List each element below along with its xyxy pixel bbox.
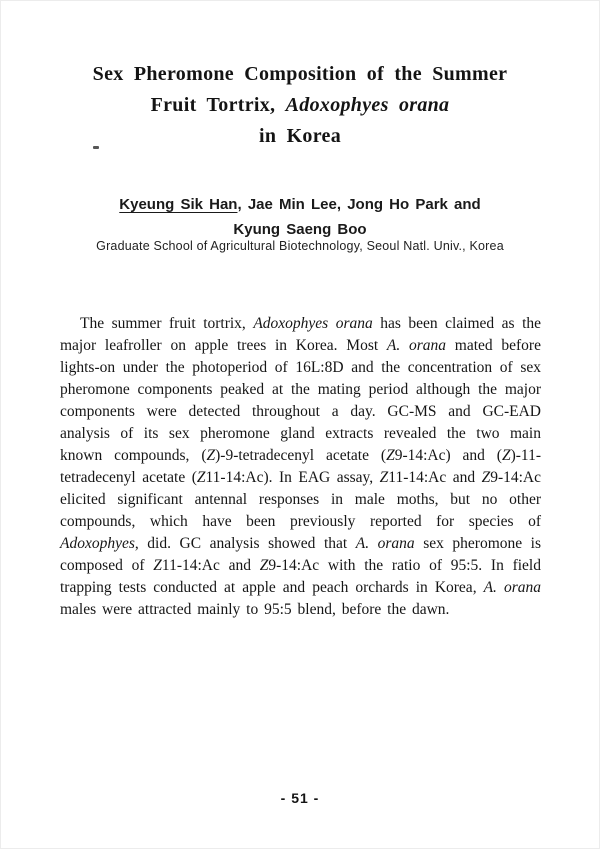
authors-line1 — [1, 192, 599, 217]
authors-line1-rest: , Jae Min Lee, Jong Ho Park and — [237, 196, 481, 213]
author-first-underlined: Kyeung Sik Han — [119, 196, 238, 213]
scan-artifact-mark — [93, 146, 99, 149]
paper-title-line3: in Korea — [258, 125, 342, 147]
affiliation: Graduate School of Agricultural Biotechnology, Seoul Natl. Univ., Korea — [96, 239, 504, 253]
paper-title — [1, 59, 599, 152]
paper-title-line2 — [1, 90, 599, 121]
paper-title-line1: Sex Pheromone Composition of the Summer — [92, 63, 508, 85]
paper-title-line2-text: Fruit Tortrix, — [150, 94, 286, 116]
species-name-italic: Adoxophyes orana — [285, 94, 450, 116]
page-number: - 51 - — [280, 790, 320, 806]
authors-line2: Kyung Saeng Boo — [233, 221, 367, 238]
authors — [1, 192, 599, 242]
abstract-paragraph: The summer fruit tortrix, Adoxophyes orana has been claimed as the major leafroller on apple trees in Korea. Most A. orana mated before lights-on under the photoperiod of 16L:8D and the concentration of sex pheromone components peaked at the mating period although the major components were detected throughout a day. GC-MS and GC-EAD analysis of its sex pheromone gland extracts revealed the two main known compounds, (Z)-9-tetradecenyl acetate (Z9-14:Ac) and (Z)-11-tetradecenyl acetate (Z11-14:Ac). In EAG assay, Z11-14:Ac and Z9-14:Ac elicited significant antennal responses in male moths, but no other compounds, which have been previously reported for species of Adoxophyes, did. GC analysis showed that A. orana sex pheromone is composed of Z11-14:Ac and Z9-14:Ac with the ratio of 95:5. In field trapping tests conducted at apple and peach orchards in Korea, A. orana males were attracted mainly to 95:5 blend, before the dawn. — [60, 314, 542, 618]
